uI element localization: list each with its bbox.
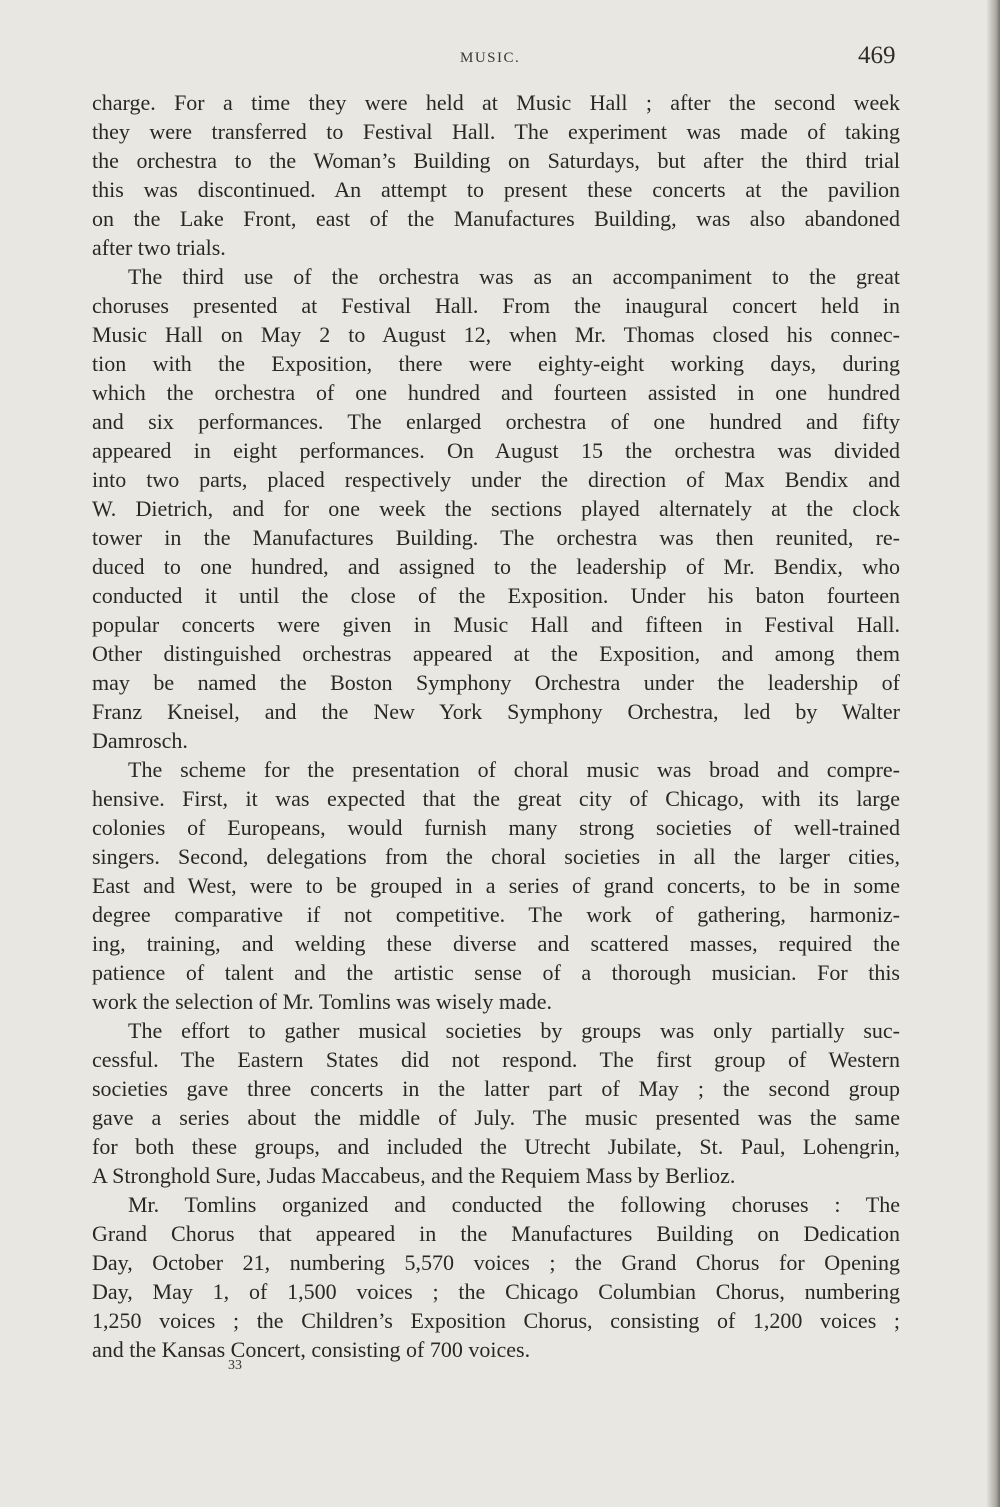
text-line: societies gave three concerts in the latter part of May ; the second group [92, 1076, 900, 1101]
page-number: 469 [858, 42, 896, 69]
paragraph [92, 88, 900, 262]
text-line: The effort to gather musical societies by groups was only partially suc- [128, 1018, 900, 1043]
body-text [92, 88, 900, 1364]
text-line: popular concerts were given in Music Hall and fifteen in Festival Hall. [92, 612, 900, 637]
text-line: Franz Kneisel, and the New York Symphony Orchestra, led by Walter [92, 699, 900, 724]
text-line: the orchestra to the Woman’s Building on Saturdays, but after the third trial [92, 148, 900, 173]
text-line: after two trials. [92, 235, 226, 260]
text-line: tower in the Manufactures Building. The orchestra was then reunited, re- [92, 525, 900, 550]
text-line: this was discontinued. An attempt to present these concerts at the pavilion [92, 177, 900, 202]
paragraph [92, 1016, 900, 1190]
text-line: conducted it until the close of the Exposition. Under his baton fourteen [92, 583, 900, 608]
text-line: Damrosch. [92, 728, 188, 753]
text-line: tion with the Exposition, there were eighty-eight working days, during [92, 351, 900, 376]
text-line: degree comparative if not competitive. The work of gathering, harmoniz- [92, 902, 900, 927]
text-line: hensive. First, it was expected that the great city of Chicago, with its large [92, 786, 900, 811]
text-line: gave a series about the middle of July. The music presented was the same [92, 1105, 900, 1130]
text-line: East and West, were to be grouped in a series of grand concerts, to be in some [92, 873, 900, 898]
running-head [0, 42, 1000, 78]
text-line: and six performances. The enlarged orchestra of one hundred and fifty [92, 409, 900, 434]
text-line: into two parts, placed respectively under the direction of Max Bendix and [92, 467, 900, 492]
text-line: may be named the Boston Symphony Orchestra under the leadership of [92, 670, 900, 695]
text-line: Grand Chorus that appeared in the Manufactures Building on Dedication [92, 1221, 900, 1246]
text-line: ing, training, and welding these diverse and scattered masses, required the [92, 931, 900, 956]
text-line: choruses presented at Festival Hall. From the inaugural concert held in [92, 293, 900, 318]
text-line: A Stronghold Sure, Judas Maccabeus, and the Requiem Mass by Berlioz. [92, 1163, 736, 1188]
text-line: on the Lake Front, east of the Manufactures Building, was also abandoned [92, 206, 900, 231]
page-edge-shadow [986, 0, 1000, 1507]
text-line: for both these groups, and included the Utrecht Jubilate, St. Paul, Lohengrin, [92, 1134, 900, 1159]
text-line: The scheme for the presentation of choral music was broad and compre- [128, 757, 900, 782]
text-line: they were transferred to Festival Hall. The experiment was made of taking [92, 119, 900, 144]
text-line: Music Hall on May 2 to August 12, when Mr. Thomas closed his connec- [92, 322, 900, 347]
text-line: Day, May 1, of 1,500 voices ; the Chicago Columbian Chorus, numbering [92, 1279, 900, 1304]
running-title: MUSIC. [460, 50, 521, 66]
signature-mark: 33 [228, 1358, 242, 1373]
text-line: Day, October 21, numbering 5,570 voices ; the Grand Chorus for Opening [92, 1250, 900, 1275]
paragraph [92, 262, 900, 755]
text-line: 1,250 voices ; the Children’s Exposition Chorus, consisting of 1,200 voices ; [92, 1308, 900, 1333]
text-line: Mr. Tomlins organized and conducted the following choruses : The [128, 1192, 900, 1217]
text-line: work the selection of Mr. Tomlins was wisely made. [92, 989, 552, 1014]
text-line: charge. For a time they were held at Music Hall ; after the second week [92, 90, 900, 115]
text-line: which the orchestra of one hundred and fourteen assisted in one hundred [92, 380, 900, 405]
text-line: and the Kansas Concert, consisting of 700 voices. [92, 1337, 531, 1362]
text-line: singers. Second, delegations from the choral societies in all the larger cities, [92, 844, 900, 869]
text-line: Other distinguished orchestras appeared at the Exposition, and among them [92, 641, 900, 666]
text-line: appeared in eight performances. On August 15 the orchestra was divided [92, 438, 900, 463]
text-line: The third use of the orchestra was as an accompaniment to the great [128, 264, 900, 289]
paragraph [92, 1190, 900, 1364]
text-line: patience of talent and the artistic sense of a thorough musician. For this [92, 960, 900, 985]
text-line: duced to one hundred, and assigned to the leadership of Mr. Bendix, who [92, 554, 900, 579]
text-line: cessful. The Eastern States did not respond. The first group of Western [92, 1047, 900, 1072]
text-line: colonies of Europeans, would furnish many strong societies of well-trained [92, 815, 900, 840]
text-line: W. Dietrich, and for one week the sections played alternately at the clock [92, 496, 900, 521]
paragraph [92, 755, 900, 1016]
